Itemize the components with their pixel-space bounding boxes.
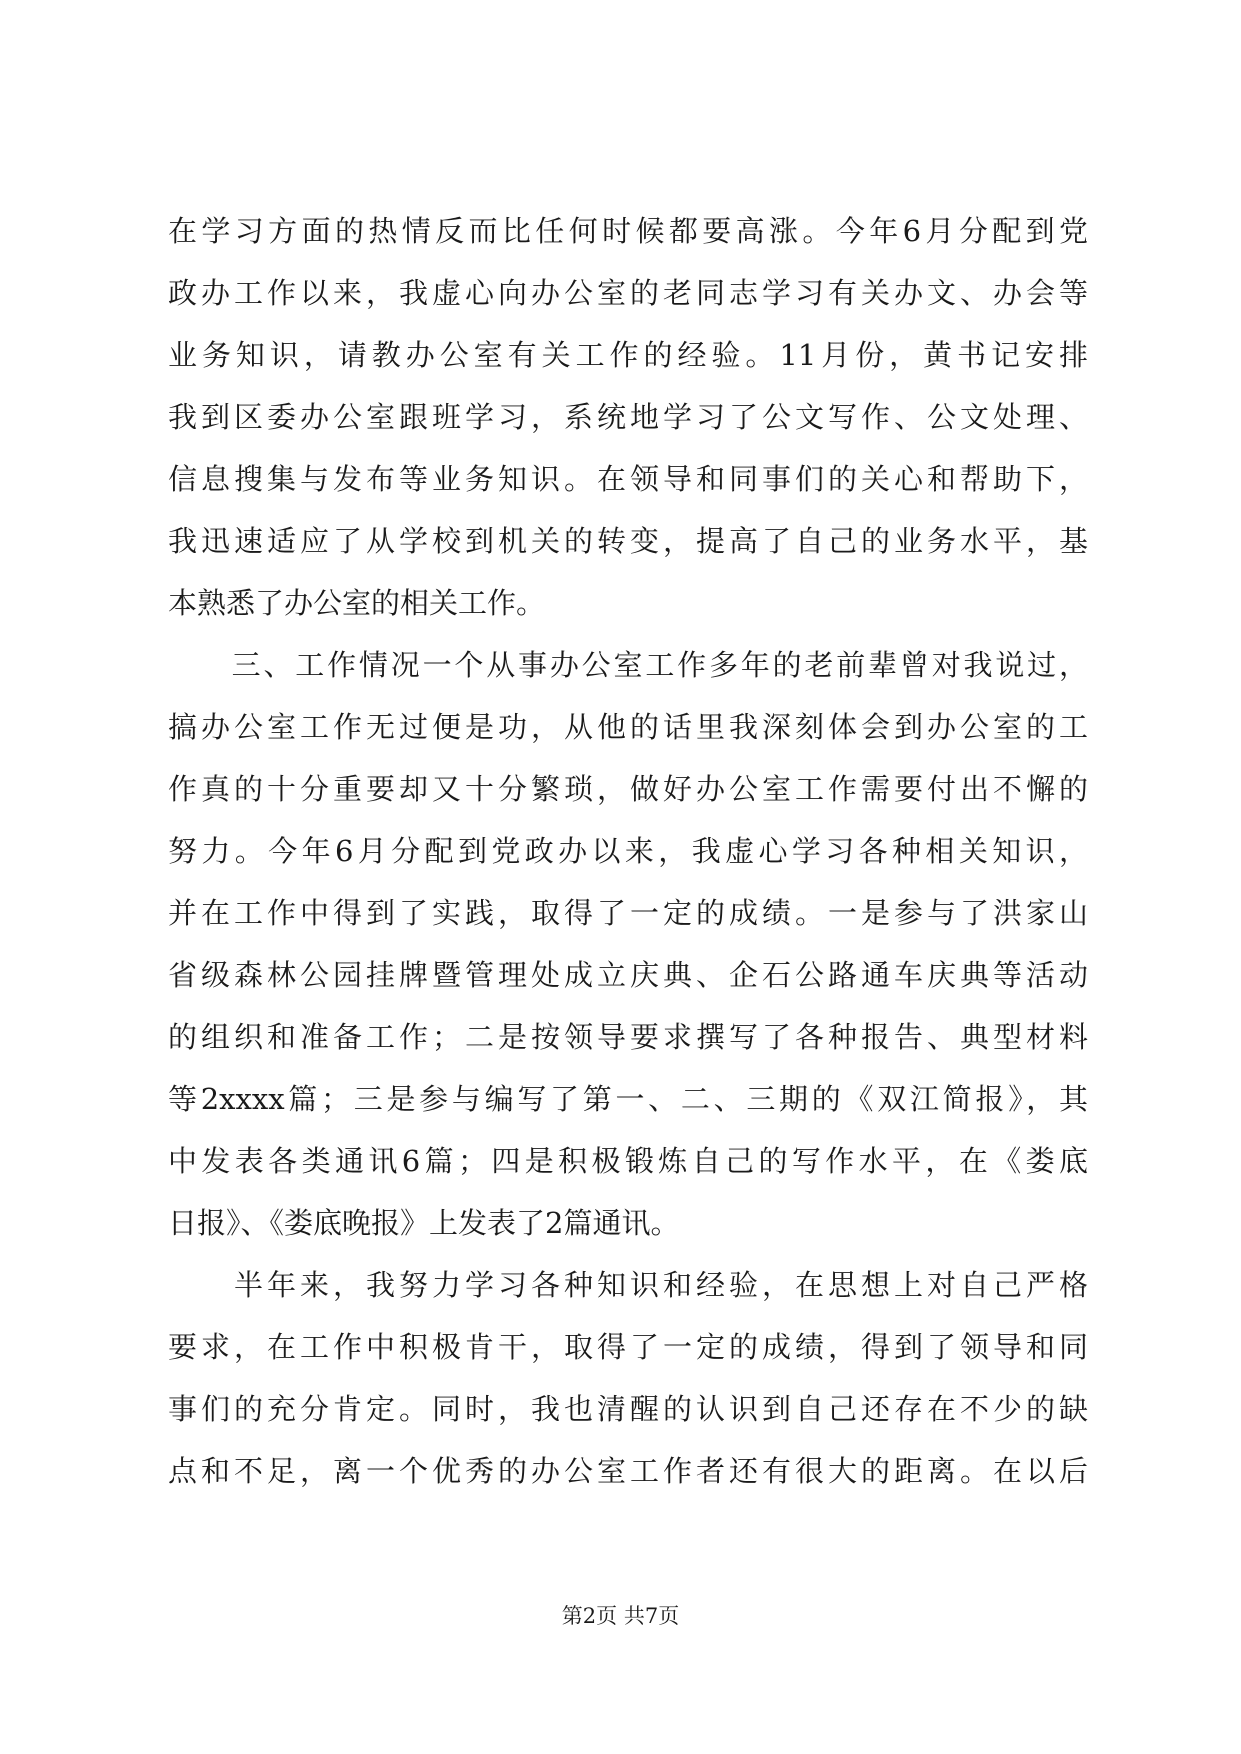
text-line: 业务知识，请教办公室有关工作的经验。11月份，黄书记安排 [168, 338, 1088, 372]
text-line: 省级森林公园挂牌暨管理处成立庆典、企石公路通车庆典等活动 [168, 958, 1088, 992]
text-line: 等2xxxx篇；三是参与编写了第一、二、三期的《双江简报》，其 [168, 1082, 1088, 1116]
text-line: 努力。今年6月分配到党政办以来，我虚心学习各种相关知识， [168, 834, 1088, 868]
text-line: 事们的充分肯定。同时，我也清醒的认识到自己还存在不少的缺 [168, 1392, 1088, 1426]
text-line: 政办工作以来，我虚心向办公室的老同志学习有关办文、办会等 [168, 276, 1088, 310]
text-line: 我迅速适应了从学校到机关的转变，提高了自己的业务水平，基 [168, 524, 1088, 558]
text-line: 搞办公室工作无过便是功，从他的话里我深刻体会到办公室的工 [168, 710, 1088, 744]
text-line: 信息搜集与发布等业务知识。在领导和同事们的关心和帮助下， [168, 462, 1088, 496]
text-line: 日报》、《娄底晚报》上发表了2篇通讯。 [168, 1206, 680, 1240]
text-line: 中发表各类通讯6篇；四是积极锻炼自己的写作水平，在《娄底 [168, 1144, 1088, 1178]
text-line: 要求，在工作中积极肯干，取得了一定的成绩，得到了领导和同 [168, 1330, 1088, 1364]
document-body [168, 200, 1088, 1502]
text-line: 在学习方面的热情反而比任何时候都要高涨。今年6月分配到党 [168, 214, 1088, 248]
text-line: 的组织和准备工作；二是按领导要求撰写了各种报告、典型材料 [168, 1020, 1088, 1054]
text-line: 我到区委办公室跟班学习，系统地学习了公文写作、公文处理、 [168, 400, 1088, 434]
text-line: 作真的十分重要却又十分繁琐，做好办公室工作需要付出不懈的 [168, 772, 1088, 806]
text-line: 三、工作情况一个从事办公室工作多年的老前辈曾对我说过， [168, 648, 1088, 682]
text-line: 并在工作中得到了实践，取得了一定的成绩。一是参与了洪家山 [168, 896, 1088, 930]
text-line: 半年来，我努力学习各种知识和经验，在思想上对自己严格 [168, 1268, 1088, 1302]
paragraph [168, 200, 1088, 634]
page-number-footer: 第2页 共7页 [561, 1604, 680, 1628]
text-line: 点和不足，离一个优秀的办公室工作者还有很大的距离。在以后 [168, 1454, 1088, 1488]
paragraph [168, 634, 1088, 1254]
text-line: 本熟悉了办公室的相关工作。 [168, 586, 546, 620]
paragraph [168, 1254, 1088, 1502]
